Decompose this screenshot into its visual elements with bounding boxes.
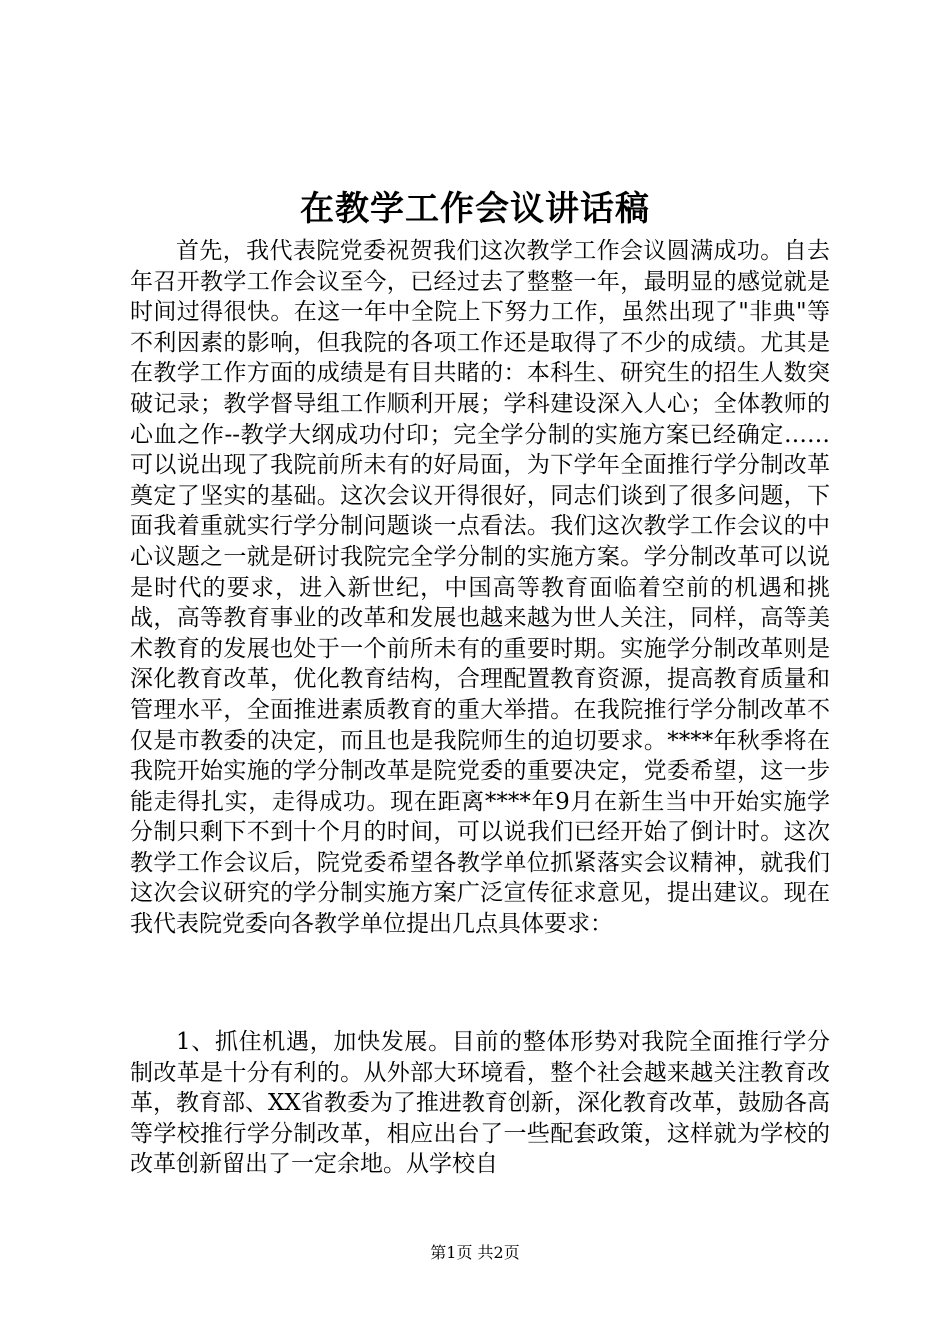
body-paragraph-1: 首先，我代表院党委祝贺我们这次教学工作会议圆满成功。自去年召开教学工作会议至今，已经过去了整整一年，最明显的感觉就是时间过得很快。在这一年中全院上下努力工作，虽然出现了"非典"等不利因素的影响，但我院的各项工作还是取得了不少的成绩。尤其是在教学工作方面的成绩是有目共睹的：本科生、研究生的招生人数突破记录；教学督导组工作顺利开展；学科建设深入人心；全体教师的心血之作--教学大纲成功付印；完全学分制的实施方案已经确定……可以说出现了我院前所未有的好局面，为下学年全面推行学分制改革奠定了坚实的基础。这次会议开得很好，同志们谈到了很多问题，下面我着重就实行学分制问题谈一点看法。我们这次教学工作会议的中心议题之一就是研讨我院完全学分制的实施方案。学分制改革可以说是时代的要求，进入新世纪，中国高等教育面临着空前的机遇和挑战，高等教育事业的改革和发展也越来越为世人关注，同样，高等美术教育的发展也处于一个前所未有的重要时期。实施学分制改革则是深化教育改革，优化教育结构，合理配置教育资源，提高教育质量和管理水平，全面推进素质教育的重大举措。在我院推行学分制改革不仅是市教委的决定，而且也是我院师生的迫切要求。****年秋季将在我院开始实施的学分制改革是院党委的重要决定，党委希望，这一步能走得扎实，走得成功。现在距离****年9月在新生当中开始实施学分制只剩下不到十个月的时间，可以说我们已经开始了倒计时。这次教学工作会议后，院党委希望各教学单位抓紧落实会议精神，就我们这次会议研究的学分制实施方案广泛宣传征求意见，提出建议。现在我代表院党委向各教学单位提出几点具体要求： <box>130 238 830 938</box>
page-footer: 第1页 共2页 <box>430 1243 520 1262</box>
body-paragraph-2: 1、抓住机遇，加快发展。目前的整体形势对我院全面推行学分制改革是十分有利的。从外部大环境看，整个社会越来越关注教育改革，教育部、XX省教委为了推进教育创新，深化教育改革，鼓励各高等学校推行学分制改革，相应出台了一些配套政策，这样就为学校的改革创新留出了一定余地。从学校自 <box>130 1029 830 1178</box>
document-title: 在教学工作会议讲话稿 <box>300 189 650 229</box>
